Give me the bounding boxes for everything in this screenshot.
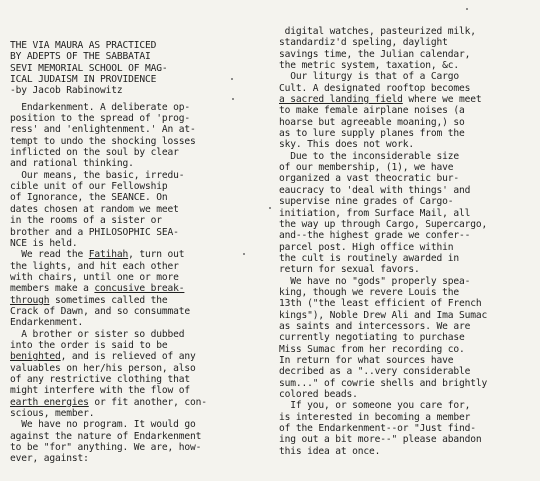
underlined-benighted: benighted <box>10 351 61 363</box>
title-line: SEVI MEMORIAL SCHOOL OF MAG- <box>10 62 168 74</box>
underlined-fatihah: Fatihah <box>88 249 129 261</box>
text-line: dates chosen at random we meet <box>10 203 179 215</box>
ink-speck <box>232 98 234 100</box>
text-line: digital watches, pasteurized milk, <box>279 26 476 37</box>
paragraph-gods <box>279 276 537 401</box>
text-line: Crack of Dawn, and so consummate <box>10 305 191 317</box>
text-line: Endarkenment. A deliberate op- <box>10 101 191 113</box>
text-line: cible unit of our Fellowship <box>10 181 168 193</box>
text-line: of Ignorance, the SEANCE. On <box>10 192 168 204</box>
text-line: position to the spread of 'prog- <box>10 113 191 125</box>
text-line: 13th ("the least efficient of French <box>279 298 482 310</box>
text-line: organized a vast theocratic bur- <box>279 173 460 185</box>
text-line: into the order is said to be <box>10 339 168 351</box>
text-line: Our means, the basic, irredu- <box>10 169 185 181</box>
underlined-through: through <box>10 294 50 306</box>
text-line: is interested in becoming a member <box>279 411 471 423</box>
text-line: to make female airplane noises (a <box>279 105 465 117</box>
byline: -by Jacob Rabinowitz <box>10 85 123 97</box>
title-line: BY ADEPTS OF THE SABBATAI <box>10 51 151 63</box>
text-line: as saints and intercessors. We are <box>279 320 471 332</box>
text-line: sky. This does not work. <box>279 139 415 151</box>
text-line: benighted, and is relieved of any <box>10 351 196 363</box>
text-line: of the Endarkenment--or "Just find- <box>279 423 476 435</box>
text-line: the metric system, taxation, &c. <box>279 60 460 72</box>
text-line: of any restrictive clothing that <box>10 373 191 385</box>
text-line: eaucracy to 'deal with things' and <box>279 184 471 196</box>
article-title <box>10 40 272 97</box>
text-line: against the nature of Endarkenment <box>10 430 202 442</box>
text-line: initiation, from Surface Mail, all <box>279 207 471 219</box>
paragraph-fatihah <box>10 249 272 328</box>
text-line: hoarse but agreeable moaning,) so <box>279 116 465 128</box>
title-line: ICAL JUDAISM IN PROVIDENCE <box>10 74 157 86</box>
text-line: of our membership, (1), we have <box>279 162 454 174</box>
text-line: decribed as a "..very considerable <box>279 366 471 378</box>
text-line: If you, or someone you care for, <box>279 400 471 412</box>
text-line: through sometimes called the <box>10 294 168 306</box>
text-line: We have no "gods" properly speа- <box>279 275 471 287</box>
underlined-earth-energies: earth energies <box>10 396 89 408</box>
text-line: and--the highest grade we confer-- <box>279 230 471 242</box>
paragraph-benighted <box>10 329 272 420</box>
text-line: A brother or sister so dubbed <box>10 328 185 340</box>
paragraph-against-list <box>279 26 537 71</box>
text-line: sum..." of cowrie shells and brightly <box>279 377 488 389</box>
text-line: to be "for" anything. We are, how- <box>10 442 202 454</box>
text-line: brother and a PHILOSOPHIC SEA- <box>10 226 179 238</box>
text-line: with chairs, until one or more <box>10 271 179 283</box>
text-line: inflicted on the soul by clear <box>10 147 179 159</box>
paragraph-invitation <box>279 400 537 457</box>
text-line: members make a concusive break- <box>10 283 185 295</box>
text-line: a sacred landing field where we meet <box>279 94 482 106</box>
text-line: this idea at once. <box>279 445 381 457</box>
text-line: supervise nine grades of Cargo- <box>279 196 454 208</box>
text-line: parcel post. High office within <box>279 241 454 253</box>
ink-speck <box>243 253 245 255</box>
text-line: Miss Sumac from her recording co. <box>279 343 465 355</box>
paragraph-membership <box>279 151 537 276</box>
text-line: king, though we revere Louis the <box>279 286 460 298</box>
paragraph-means <box>10 170 272 249</box>
right-column <box>279 26 537 457</box>
text-line: We read the Fatihah, turn out <box>10 249 185 261</box>
text-line: Endarkenment. <box>10 317 84 329</box>
left-column <box>10 40 272 465</box>
text-line: ing out a bit more--" please abandon <box>279 434 482 446</box>
text-line: savings time, the Julian calendar, <box>279 48 471 60</box>
text-line: as to lure supply planes from the <box>279 128 465 140</box>
text-line: Due to the inconsiderable size <box>279 150 460 162</box>
text-line: might interfere with the flow of <box>10 385 191 397</box>
text-line: ever, against: <box>10 453 89 465</box>
text-line: tempt to undo the shocking losses <box>10 135 196 147</box>
text-line: and rational thinking. <box>10 158 134 170</box>
underlined-sacred-landing-field: a sacred landing field <box>279 94 403 106</box>
text-line: currently negotiating to purchase <box>279 332 465 344</box>
text-line: scious, member. <box>10 408 95 419</box>
text-line: valuables on her/his person, also <box>10 362 196 374</box>
paragraph-liturgy <box>279 71 537 150</box>
text-line: in the rooms of a sister or <box>10 215 162 227</box>
ink-speck <box>466 8 468 10</box>
text-line: colored beads. <box>279 389 358 400</box>
text-line: the cult is routinely awarded in <box>279 252 460 264</box>
title-line: THE VIA MAURA AS PRACTICED <box>10 40 157 51</box>
ink-speck <box>269 207 271 209</box>
text-line: standardiz'd speling, daylight <box>279 37 448 49</box>
text-line: Our liturgy is that of a Cargo <box>279 71 460 83</box>
text-line: ress' and 'enlightenment.' An at- <box>10 124 196 136</box>
text-line: Cult. A designated rooftop becomes <box>279 82 471 94</box>
text-line: In return for what sources have <box>279 354 454 366</box>
paragraph-program <box>10 419 272 464</box>
underlined-concusive: concusive break- <box>94 283 185 295</box>
text-line: NCE is held. <box>10 237 78 249</box>
text-line: kings"), Noble Drew Ali and Ima Sumac <box>279 309 488 321</box>
text-line: the way up through Cargo, Supercargo, <box>279 218 488 230</box>
ink-speck <box>231 78 233 80</box>
text-line: earth energies or fit another, con- <box>10 396 207 408</box>
text-line: the lights, and hit each other <box>10 260 179 272</box>
paragraph-endarkenment <box>10 102 272 170</box>
text-line: We have no program. It would go <box>10 419 196 431</box>
text-line: return for sexual favors. <box>279 264 420 276</box>
